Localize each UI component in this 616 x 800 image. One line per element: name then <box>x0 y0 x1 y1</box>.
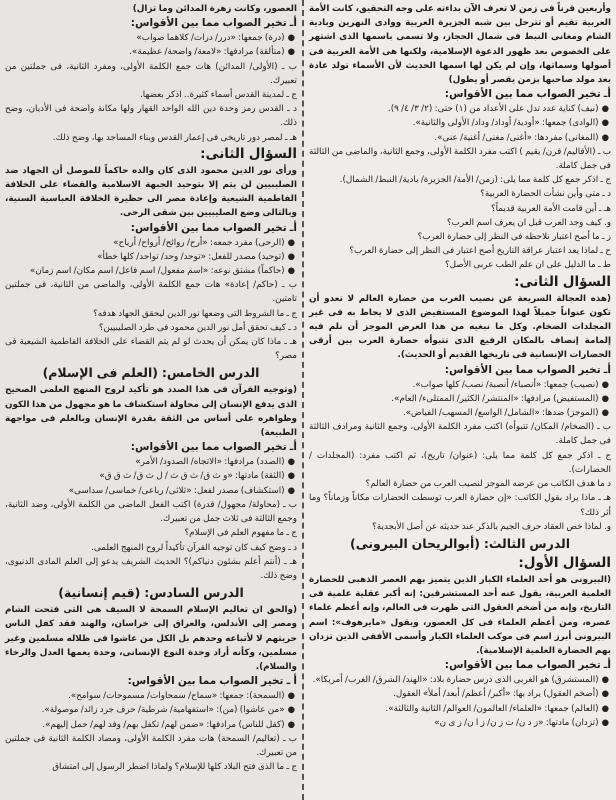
question-heading: السؤال الثانى: <box>514 273 611 290</box>
question-text: ب ـ (الأقاليم/ قرن/ يقيم ) اكتب مفرد الكلمة الأولى، وجمع الثانية، والماضى من الثالثة فى جمل كاملة. <box>309 146 611 172</box>
exercise-heading: أـ تخير الصواب مما بين الأقواس: <box>130 17 297 30</box>
passage-text: ورأى نور الدين محمود الذى كان والده حاكماً للموصل أن الجهاد ضد الصليبيين لن يتم إلا بتوحيد الجبهة الاسلامية والقضاء على الخلافة الفاطمية الشيعية وإعادة مصر الى حظيرة الخلافة العباسية السنية، وبالتالى وضع الصليبيين بين شقى الرحى. <box>5 165 297 219</box>
question-text: و. لماذا خص العقاد حرف الجيم بالذكر عند حديثه عن أصل الأبجدية؟ <box>372 521 611 532</box>
exercise-heading: أـ تخير الصواب مما بين الأقواس: <box>444 88 611 101</box>
choice-item: ● «من عاشوا) (من): «استفهامية/ شرطية/ حرف جرد زائد/ موصولة». <box>5 703 297 717</box>
question-text: ح ـ لماذا يعد اعتبار عراقة التاريخ أصح اعتبار فى النظر إلى حضارة العرب؟ <box>349 246 611 257</box>
choice-item: ● (أضخم العقول) يراد بها: «أكبر/ أعظم/ أبعد/ أملأ» العقول. <box>309 687 611 701</box>
exercise-heading: أـ تخير الصواب مما بين الأقواس: <box>130 221 297 234</box>
choice-item: ● (المستفيض) مرادفها: «المنتشر/ الكثير/ الممتلىء/ العام». <box>309 392 611 406</box>
choice-item: ● (الموجز) ضدها: «الشامل/ الواسع/ المسهب/ الفياض». <box>309 406 611 420</box>
question-text: هـ ـ لمصر دور تاريخى فى إعمار القدس وبناء المساجد بها، وضح ذلك. <box>52 132 297 143</box>
question-text: ج ـ اذكر جمع كل كلمة مما يلى: (عنوان/ تاريخ)، ثم اكتب مفرد: (المجلدات / الحضارات). <box>309 450 611 475</box>
question-text: ب ـ (محاولة/ مجهول/ قدرة) اكتب الفعل الماضى من الكلمة الأولى، وضد الثانية، وجمع الثالثة فى ثلاث جمل من تعبيرك. <box>5 499 297 525</box>
question-text: د ما هدف الكاتب من عرضه الموجز لنصيب العرب من حضارة العالم؟ <box>365 479 611 490</box>
choice-item: ● (المغانى) مفردها: «أغنى/ مغنى/ أغنية/ عنى». <box>309 131 611 145</box>
left-column <box>0 0 302 800</box>
question-text: ج ـ ما الذى فتح البلاد كلها للإسلام؟ ولماذا اضطر الرسول إلى امتشاق <box>52 762 297 773</box>
question-text: ب ـ (الضخام/ المكان/ تتبوأه) اكتب مفرد الكلمة الأولى، وجمع الثانية ومرادف الثالثة فى جمل كاملة. <box>309 422 611 447</box>
choice-item: ● (كفل للناس) مرادفها: «ضمن لهم/ تكفل بهم/ وفد لهم/ حمل إليهم». <box>5 718 297 732</box>
question-text: هـ ـ ماذا يراد بقول الكاتب: «إن حضارة العرب توسطت الحضارات مكاناً وزماناً؟ وما أثر ذلك؟ <box>309 493 611 518</box>
choice-item: ● (السمحة): جمعها: «سماح/ سمحاوات/ مسموحات/ سوامح». <box>5 689 297 703</box>
choice-item: ● (تزدان) مادتها: «ز د ن/ ت ز ن/ ز ا ن/ ز ى ن» <box>309 716 611 730</box>
exercise-heading: أـ تخير الصواب مما بين الأقواس: <box>444 659 611 672</box>
question-text: و. كيف وجد العرب قبل ان يعرف اسم العرب؟ <box>446 217 611 228</box>
lesson-title: الدرس الثالث: (أبوالريحان البيرونى) <box>349 535 571 551</box>
passage-text: (هذه العجالة السريعة عن نصيب العرب من حضارة العالم لا تعدو أن تكون عنواناً جميلاً لهذا الموضوع المستفيض الذى لا يحاط به فى غير المجلدات الضخام. وكل ما نبغيه من هذا العرض الموجز أن نلم فيه إلمامة إنصاف بالمكان الرفيع الذى تتبوأه حضارة العرب بين أرقى الحضارات الإنسانية فى تاريخها القديم أو الحديث). <box>309 293 611 361</box>
passage-text: (البيرونى هو أحد العلماء الكبار الذين يتميز بهم العصر الذهبى للحضارة العلمية العربية، يقول عنه أحد المستشرقين: إنه أكبر عقلية علمية فى التاريخ، وإنه من أضخم العقول التى ظهرت فى العالم، وإنه أعظم علماء عصره، ومن أعظم العلماء فى كل العصور، ويقول «مايرهوف»: اسم البيرونى أبرز اسم فى موكب العلماء الكبار وأسمى الأفقى الذين تزدان بهم الحضارة العلمية الإسلامية). <box>309 574 611 656</box>
passage-text: وأربعين قرناً فى زمن لا تعرف الآن بداءته على وجه التحقيق، كانت الأمة العربية تقيم أو تترحل بين شبه الجزيرة العربية ووادى النهرين وبادية الشام ومغانى النبط فى شمال الحجاز، ولا تسمى باسمها الذى اشتهر على الخصوص بعد ظهور الدعوة الإسلامية، ولكنها هى الأمة العربية فى أصولها وسماتها، وإن لم يكن لها اسمها الحديث لأن الأسماء تولد عادة بعد مولد صاحبها بزمن يقصر أو يطول) <box>309 4 611 86</box>
question-text: ج ـ اذكر جمع كل كلمة مما يلى: (زمن/ الأمة/ الجزيرة/ بادية/ النبط/ الشمال). <box>339 175 611 186</box>
question-text: هـ ـ ماذا كان يمكن أن يحدث لو لم يتم القضاء على الخلافة الفاطمية الشيعية فى مصر؟ <box>5 337 297 362</box>
question-text: د ـ وضح كيف كان توجيه القرآن تأكيداً لروح المنهج العلمى. <box>91 542 297 553</box>
question-text: ج ـ لمدينة القدس أسماء كثيرة.. اذكر بعضها. <box>140 90 297 101</box>
question-heading: السؤال الأول: <box>518 554 611 571</box>
choice-item: ● (استكشاف) مصدر لفعل: «ثلاثى/ رباعى/ خماسى/ سداسى» <box>5 484 297 498</box>
choice-item: ● (نيف) كناية عدد تدل على الأعداد من (١) حتى: (٢/ ٣/ ٤/ ٩). <box>309 102 611 116</box>
passage-text: (والحق ان تعاليم الإسلام السمحة لا السيف هى التى فتحت الشام ومصر إلى الأندلس، والعراق إلى خراسان، والهند فقد كفل الناس حريتهم لا لأتباعه وحدهم بل الكل من عاشوا فى ظلاله مسلمين وغير مسلمين، وكأنه أراد وحدة النوع الإنسانى، وحدة يعمها العدل والرخاء والسلام). <box>5 605 297 672</box>
choice-item: ● (المستشرق) هو الغربى الذى درس حضارة بلاد: «الهند/ الشرق/ الغرب/ أمريكا». <box>309 673 611 687</box>
question-text: د ـ القدس رمز وحدة دين الله الواحد القهار ولها مكانة واضحة فى الأديان، وضح ذلك. <box>5 104 297 129</box>
choice-item: ● (متألقة) مرادفها: «لامعة/ واضحة/ عظيمة». <box>5 45 297 59</box>
question-text: ز ـ ما أصح اعتبار نلاحظه فى النظر إلى حضارة العرب؟ <box>417 232 611 243</box>
question-text: هـ ـ أين قامت الأمة العربية قديماً؟ <box>490 203 611 214</box>
exercise-heading: أـ تخير الصواب مما بين الأقواس: <box>444 363 611 376</box>
question-text: د ـ كيف تحقق أمل نور الدين محمود فى طرد الصليبيين؟ <box>98 322 297 333</box>
choice-item: ● (العالم) جمعها: «العلماء/ العالمون/ العوالم/ الثانية والثالثة». <box>309 702 611 716</box>
passage-text: (وتوجيه القرآن فى هذا الصدد هو تأكيد لروح المنهج العلمى الصحيح الذى يدفع الإنسان إلى محاولة استكشاف ما هو مجهول من هذا الكون وظواهره على أساس من الثقة بقدرة الإنسان وبالعلم فى مواجهة الطبيعة) <box>5 385 297 439</box>
question-text: ج ـ ما مفهوم العلم فى الإسلام؟ <box>184 528 297 539</box>
right-column <box>304 0 616 800</box>
question-text: د ـ متى وأين نشأت الحضارة العربية؟ <box>480 189 611 200</box>
question-text: ب ـ (الأولى/ المدائن) هات جمع الكلمة الأولى، ومفرد الثانية، فى جملتين من تعبيرك. <box>5 61 297 86</box>
choice-item: ● (حاكماً) مشتق نوعه: «اسم مفعول/ اسم فاعل/ اسم مكان/ اسم زمان» <box>5 264 297 278</box>
question-text: ط ـ ما الدليل على ان علم الطب عربى الأصل؟ <box>444 260 611 271</box>
column-divider <box>302 0 304 800</box>
question-text: ب ـ (حاكم/ إعادة» هات جمع الكلمة الأولى، والماضى من الثانية، فى جملتين تامتين. <box>5 280 297 305</box>
question-heading: السؤال الثانى: <box>200 145 297 162</box>
exercise-heading: أ ـ تخير الصواب مما بين الأقواس: <box>127 675 297 688</box>
question-text: ب ـ (تعاليم/ السمحة) هات مفرد الكلمة الأولى، ومضاد الكلمة الثانية فى جملتين من تعبيرك. <box>5 733 297 758</box>
question-text: هـ ـ (أنتم أعلم بشئون دنياكم)؟ الحديث الشريف يدعو إلى العلم المادى الدنيوى، وضح ذلك. <box>5 556 297 581</box>
exercise-heading: أـ تخير الصواب مما بين الأقواس: <box>130 441 297 454</box>
choice-item: ● (توحيد) مصدر للفعل: «توحد/ وحد/ تواحد/ كلها خطأ» <box>5 250 297 264</box>
choice-item: ● (الرحى) مفرد جمعه: «أرح/ روائح/ أرواح/ أرياح» <box>5 236 297 250</box>
lesson-title: الدرس السادس: (قيم إنسانية) <box>58 585 244 601</box>
choice-item: ● (الثقة) مادتها: «و ث ق/ ث ق ث / ل ث ق/ ث ق ق» <box>5 469 297 483</box>
choice-item: ● (نصيب) جمعها: «أنصباء/ أنصبة/ نصب/ كلها صواب». <box>309 378 611 392</box>
lesson-title: الدرس الخامس: (العلم فى الإسلام) <box>42 365 260 381</box>
question-text: ج ـ ما الشروط التى وضعها نور الدين ليحقق الجهاد هدفه؟ <box>93 308 297 319</box>
passage-text: العصور، وكانت زهرة المدائن وما تزال) <box>132 4 297 14</box>
choice-item: ● (الصدد) مرادفها: «الاتجاه/ الصدود/ الأمر» <box>5 455 297 469</box>
choice-item: ● (الوادى) جمعها: «أودية/ أوداد/ وداد/ الأولى والثانية». <box>309 116 611 130</box>
choice-item: ● (درة) جمعها: «درر/ درات/ كلاهما صواب» <box>5 31 297 45</box>
